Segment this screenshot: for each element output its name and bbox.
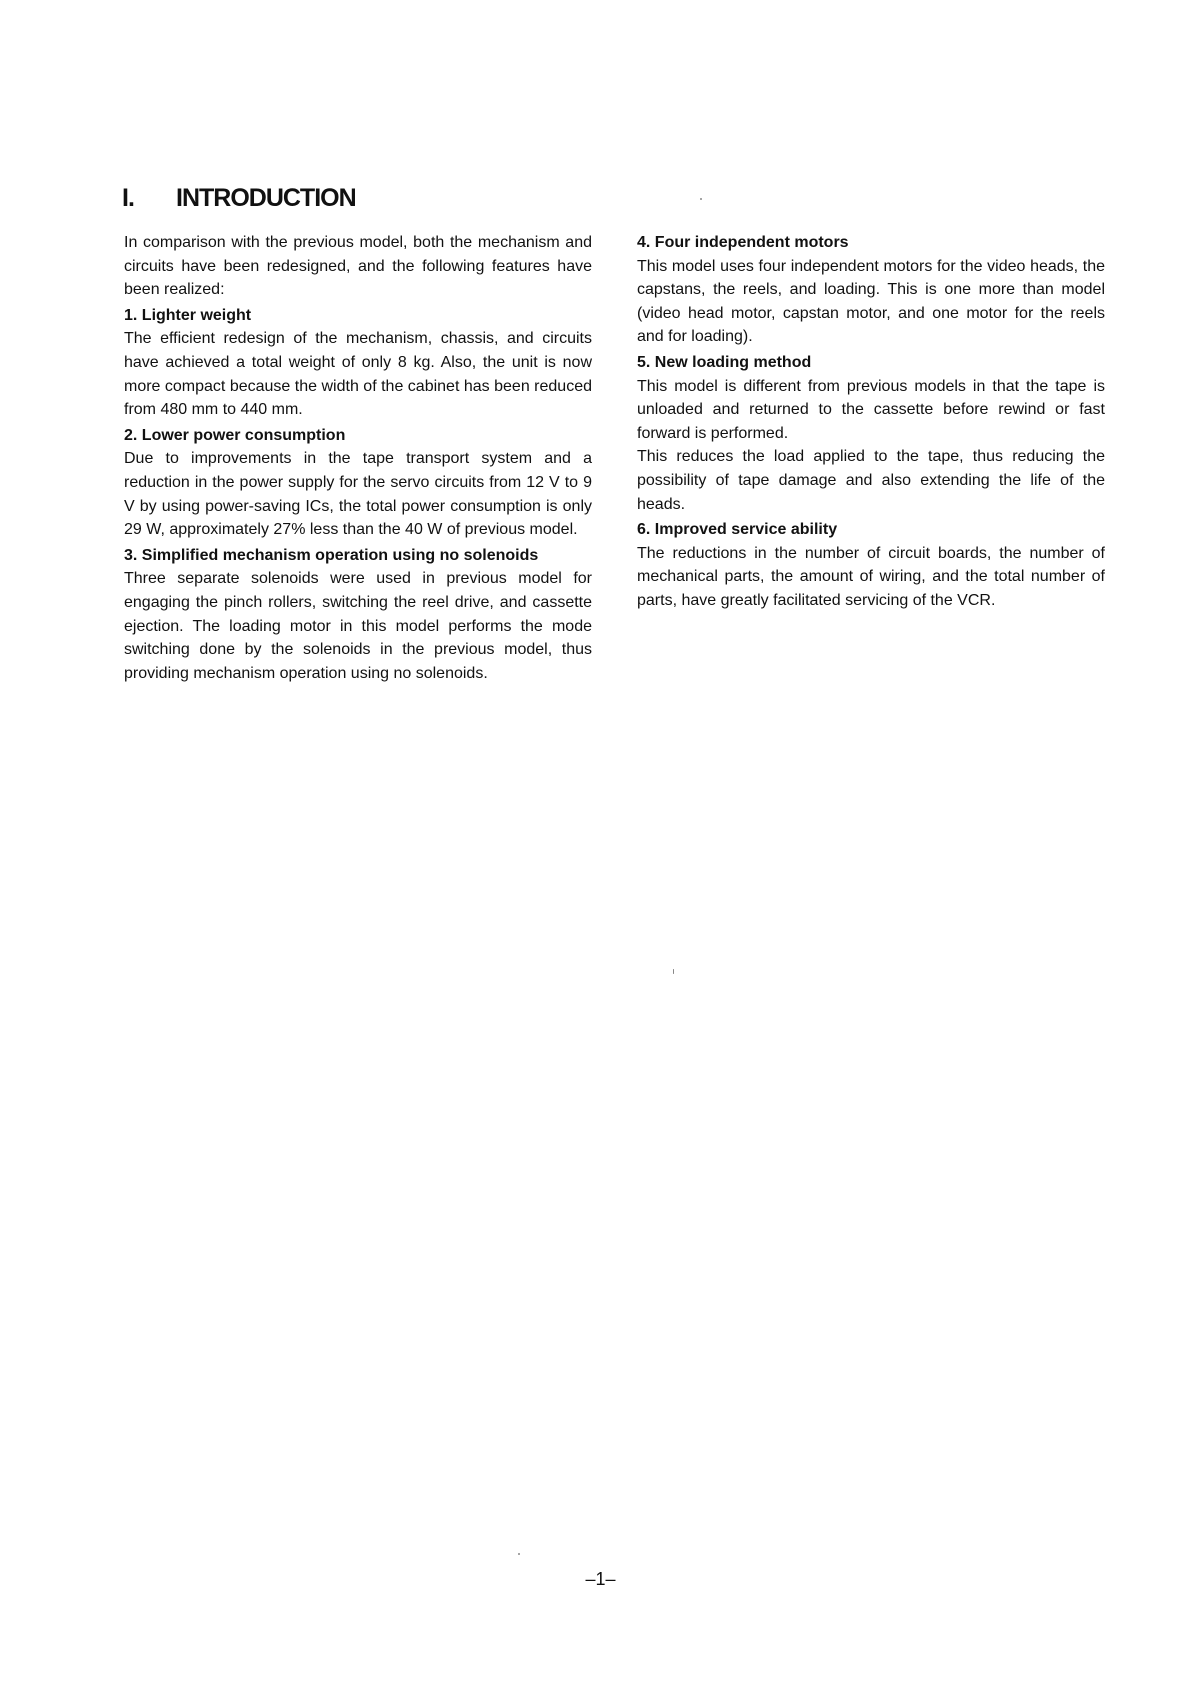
left-column <box>124 231 592 685</box>
heading-title: INTRODUCTION <box>176 184 356 212</box>
section-body-four-motors: This model uses four independent motors for the video heads, the capstans, the reels, and loading. This is one more than model (video head motor, capstan motor, and one motor for the reels and for loading). <box>637 257 1105 346</box>
section-body-service-ability: The reductions in the number of circuit boards, the number of mechanical parts, the amount of wiring, and the total number of parts, have greatly facilitated servicing of the VCR. <box>637 544 1105 609</box>
section-title-lower-power: 2. Lower power consumption <box>124 426 346 444</box>
scan-speck <box>673 969 674 974</box>
section-body-loading-method-2: This reduces the load applied to the tape, thus reducing the possibility of tape damage and also extending the life of the heads. <box>637 448 1105 513</box>
section-title-four-motors: 4. Four independent motors <box>637 234 849 251</box>
page-heading <box>122 183 356 213</box>
section-title-loading-method: 5. New loading method <box>637 353 812 371</box>
section-title-lighter-weight: 1. Lighter weight <box>124 306 252 324</box>
section-body-lighter-weight: The efficient redesign of the mechanism, chassis, and circuits have achieved a total weight of only 8 kg. Also, the unit is now more compact because the width of the cabinet has been reduced from 480 mm to 440 mm. <box>124 330 592 419</box>
section-body-lower-power: Due to improvements in the tape transport system and a reduction in the power supply for the servo circuits from 12 V to 9 V by using power-saving ICs, the total power consumption is only 29 W, approximately 27% less than the 40 W of previous model. <box>124 450 592 539</box>
section-title-service-ability: 6. Improved service ability <box>637 521 838 539</box>
section-body-loading-method: This model is different from previous models in that the tape is unloaded and returned to the cassette before rewind or fast forward is performed. <box>637 377 1105 442</box>
scan-speck <box>700 198 702 200</box>
heading-number: I. <box>122 184 134 212</box>
page-number: –1– <box>585 1569 616 1589</box>
intro-paragraph: In comparison with the previous model, both the mechanism and circuits have been redesigned, and the following features have been realized: <box>124 234 592 299</box>
right-column <box>637 231 1105 613</box>
section-title-simplified-mechanism: 3. Simplified mechanism operation using no solenoids <box>124 546 539 564</box>
scan-speck <box>518 1553 520 1555</box>
section-body-simplified-mechanism: Three separate solenoids were used in previous model for engaging the pinch rollers, switching the reel drive, and cassette ejection. The loading motor in this model performs the mode switching done by the solenoids in the previous model, thus providing mechanism operation using no solenoids. <box>124 570 592 682</box>
